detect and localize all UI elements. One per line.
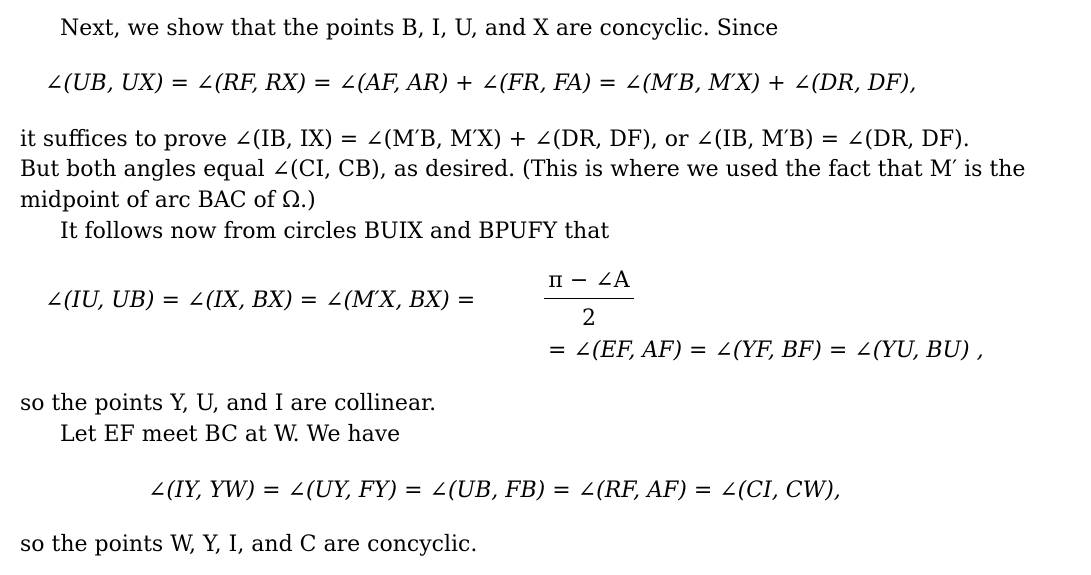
paragraph-1: Next, we show that the points B, I, U, and X are concyclic. Since: [60, 16, 779, 41]
paragraph-2-line-3: midpoint of arc BAC of Ω.): [20, 188, 316, 213]
fraction-numerator: π − ∠A: [548, 268, 630, 293]
paragraph-6: so the points W, Y, I, and C are concyclic.: [20, 532, 478, 557]
fraction-denominator: 2: [582, 306, 596, 331]
equation-1: ∠(UB, UX) = ∠(RF, RX) = ∠(AF, AR) + ∠(FR, FA) = ∠(M′B, M′X) + ∠(DR, DF),: [45, 71, 917, 96]
paragraph-2-line-2: But both angles equal ∠(CI, CB), as desired. (This is where we used the fact that M′ is the: [20, 157, 1026, 182]
equation-2-right: = ∠(EF, AF) = ∠(YF, BF) = ∠(YU, BU) ,: [548, 338, 984, 363]
equation-2-left: ∠(IU, UB) = ∠(IX, BX) = ∠(M′X, BX) =: [45, 288, 476, 313]
paragraph-4: so the points Y, U, and I are collinear.: [20, 391, 437, 416]
equation-3: ∠(IY, YW) = ∠(UY, FY) = ∠(UB, FB) = ∠(RF, AF) = ∠(CI, CW),: [148, 478, 841, 503]
paragraph-2-line-1: it suffices to prove ∠(IB, IX) = ∠(M′B, M′X) + ∠(DR, DF), or ∠(IB, M′B) = ∠(DR, DF).: [20, 127, 970, 152]
fraction-bar: [544, 298, 634, 299]
paragraph-5: Let EF meet BC at W. We have: [60, 422, 401, 447]
paragraph-3: It follows now from circles BUIX and BPUFY that: [60, 219, 610, 244]
